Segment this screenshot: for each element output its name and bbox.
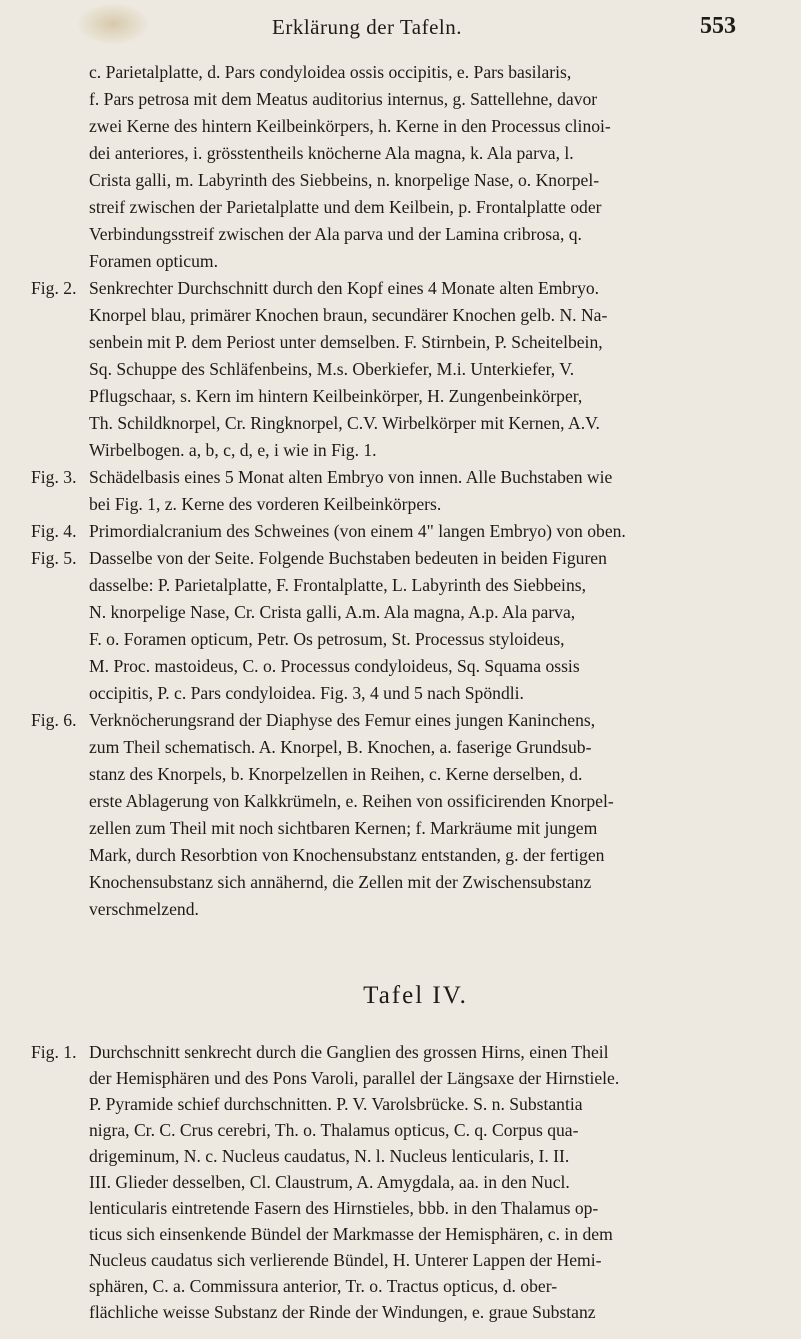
text-line: Schädelbasis eines 5 Monat alten Embryo von innen. Alle Buchstaben wie [89,467,613,487]
fig-label-5: Fig. 5. [31,548,77,568]
text-line: ticus sich einsenkende Bündel der Markmasse der Hemisphären, c. in dem [89,1224,613,1244]
text-line: Verbindungsstreif zwischen der Ala parva und der Lamina cribrosa, q. [89,224,582,244]
text-line: c. Parietalplatte, d. Pars condyloidea ossis occipitis, e. Pars basilaris, [89,62,572,82]
text-line: III. Glieder desselben, Cl. Claustrum, A. Amygdala, aa. in den Nucl. [89,1172,570,1192]
text-line: M. Proc. mastoideus, C. o. Processus condyloideus, Sq. Squama ossis [89,656,580,676]
text-line: stanz des Knorpels, b. Knorpelzellen in Reihen, c. Kerne derselben, d. [89,764,583,784]
text-line: Durchschnitt senkrecht durch die Ganglien des grossen Hirns, einen Theil [89,1042,609,1062]
fig-label-1-tafel-iv: Fig. 1. [31,1042,77,1062]
text-line: erste Ablagerung von Kalkkrümeln, e. Reihen von ossificirenden Knorpel- [89,791,614,811]
text-line: senbein mit P. dem Periost unter demselben. F. Stirnbein, P. Scheitelbein, [89,332,603,352]
text-line: Primordialcranium des Schweines (von einem 4" langen Embryo) von oben. [89,521,626,541]
text-line: dasselbe: P. Parietalplatte, F. Frontalplatte, L. Labyrinth des Siebbeins, [89,575,586,595]
text-line: flächliche weisse Substanz der Rinde der Windungen, e. graue Substanz [89,1302,596,1322]
fig-label-6: Fig. 6. [31,710,77,730]
text-line: Foramen opticum. [89,251,218,271]
fig-label-3: Fig. 3. [31,467,77,487]
text-line: nigra, Cr. C. Crus cerebri, Th. o. Thalamus opticus, C. q. Corpus qua- [89,1120,579,1140]
text-line: bei Fig. 1, z. Kerne des vorderen Keilbeinkörpers. [89,494,442,514]
text-line: streif zwischen der Parietalplatte und dem Keilbein, p. Frontalplatte oder [89,197,602,217]
text-line: zum Theil schematisch. A. Knorpel, B. Knochen, a. faserige Grundsub- [89,737,592,757]
text-line: dei anteriores, i. grösstentheils knöcherne Ala magna, k. Ala parva, l. [89,143,574,163]
text-line: P. Pyramide schief durchschnitten. P. V. Varolsbrücke. S. n. Substantia [89,1094,583,1114]
text-line: F. o. Foramen opticum, Petr. Os petrosum, St. Processus styloideus, [89,629,565,649]
section-heading: Tafel IV. [363,982,468,1009]
text-line: verschmelzend. [89,899,199,919]
text-line: Crista galli, m. Labyrinth des Siebbeins, n. knorpelige Nase, o. Knorpel- [89,170,600,190]
text-line: Verknöcherungsrand der Diaphyse des Femur eines jungen Kaninchens, [89,710,596,730]
text-line: Knochensubstanz sich annähernd, die Zellen mit der Zwischensubstanz [89,872,592,892]
text-line: Sq. Schuppe des Schläfenbeins, M.s. Oberkiefer, M.i. Unterkiefer, V. [89,359,575,379]
text-line: zellen zum Theil mit noch sichtbaren Kernen; f. Markräume mit jungem [89,818,598,838]
text-line: Th. Schildknorpel, Cr. Ringknorpel, C.V. Wirbelkörper mit Kernen, A.V. [89,413,600,433]
text-line: zwei Kerne des hintern Keilbeinkörpers, h. Kerne in den Processus clinoi- [89,116,611,136]
text-line: f. Pars petrosa mit dem Meatus auditorius internus, g. Sattellehne, davor [89,89,598,109]
text-line: Nucleus caudatus sich verlierende Bündel, H. Unterer Lappen der Hemi- [89,1250,602,1270]
running-head-title: Erklärung der Tafeln. [272,15,462,39]
text-line: Dasselbe von der Seite. Folgende Buchstaben bedeuten in beiden Figuren [89,548,607,568]
text-line: der Hemisphären und des Pons Varoli, parallel der Längsaxe der Hirnstiele. [89,1068,620,1088]
text-line: Senkrechter Durchschnitt durch den Kopf eines 4 Monate alten Embryo. [89,278,600,298]
fig-label-2: Fig. 2. [31,278,77,298]
text-line: Mark, durch Resorbtion von Knochensubstanz entstanden, g. der fertigen [89,845,605,865]
text-line: occipitis, P. c. Pars condyloidea. Fig. 3, 4 und 5 nach Spöndli. [89,683,524,703]
text-line: Wirbelbogen. a, b, c, d, e, i wie in Fig. 1. [89,440,377,460]
text-line: N. knorpelige Nase, Cr. Crista galli, A.m. Ala magna, A.p. Ala parva, [89,602,576,622]
fig-label-4: Fig. 4. [31,521,77,541]
text-line: sphären, C. a. Commissura anterior, Tr. o. Tractus opticus, d. ober- [89,1276,558,1296]
text-line: Pflugschaar, s. Kern im hintern Keilbeinkörper, H. Zungenbeinkörper, [89,386,583,406]
text-line: lenticularis eintretende Fasern des Hirnstieles, bbb. in den Thalamus op- [89,1198,599,1218]
running-head [0,15,801,45]
text-line: Knorpel blau, primärer Knochen braun, secundärer Knochen gelb. N. Na- [89,305,608,325]
text-line: drigeminum, N. c. Nucleus caudatus, N. l. Nucleus lenticularis, I. II. [89,1146,570,1166]
page-number: 553 [700,13,736,39]
